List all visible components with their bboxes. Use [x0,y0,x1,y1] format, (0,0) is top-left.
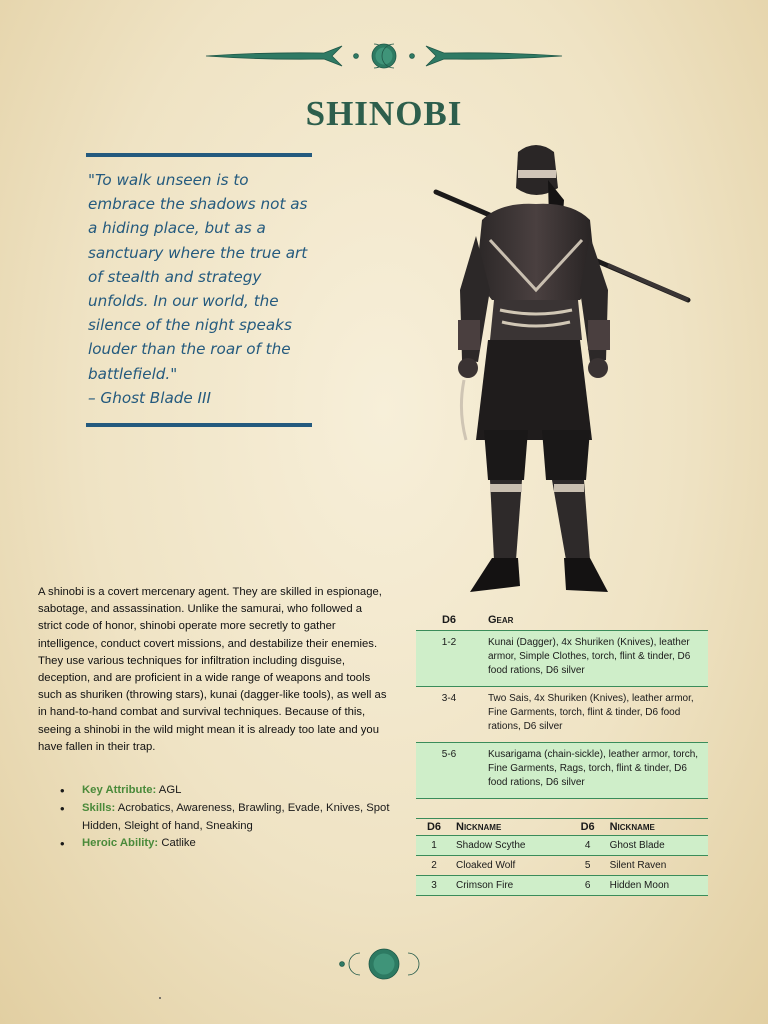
attribute-value: Catlike [161,837,196,850]
shinobi-warrior-illustration [430,140,692,602]
nickname-roll: 1 [416,836,452,856]
nickname-header-name: Nickname [452,819,570,836]
nickname-table-header [416,819,708,836]
spear-moon-ornament-icon [204,36,564,76]
nickname-value: Crimson Fire [452,876,570,896]
nickname-value: Ghost Blade [606,836,708,856]
page-title: SHINOBI [305,94,463,133]
top-ornament [0,36,768,76]
quote-text: "To walk unseen is to embrace the shadows not as a hiding place, but as a sanctuary where the true art of stealth and strategy unfolds. In our world, the silence of the night speaks louder than the roar of the battlefield." [88,171,308,383]
attribute-skills [60,800,390,836]
gear-table-header [416,610,708,631]
nickname-value: Silent Raven [606,856,708,876]
nickname-value: Cloaked Wolf [452,856,570,876]
quote-bottom-rule [86,423,312,427]
gear-roll: 1-2 [416,631,482,687]
gear-roll: 3-4 [416,687,482,743]
nickname-value: Shadow Scythe [452,836,570,856]
attribute-value: AGL [158,784,182,796]
attribute-label: Key Attribute: [82,784,157,796]
gear-roll: 5-6 [416,743,482,799]
gear-table [416,610,708,799]
attribute-heroic-ability [60,835,390,853]
gear-row [416,631,708,687]
nickname-row [416,836,708,856]
quote-attribution: – Ghost Blade III [88,388,211,407]
paper-speck [159,997,161,999]
attribute-list [60,782,390,853]
gear-items: Kusarigama (chain-sickle), leather armor, torch, Fine Garments, Rags, torch, flint & tinder, D6 food rations, D6 silver [482,743,708,799]
nickname-row [416,856,708,876]
nickname-roll: 6 [570,876,606,896]
gear-header-roll: D6 [441,614,457,626]
attribute-label: Heroic Ability: [82,837,159,850]
nickname-roll: 3 [416,876,452,896]
attribute-label: Skills: [82,801,116,814]
bottom-ornament [0,944,768,984]
nickname-roll: 4 [570,836,606,856]
quote-block [88,168,318,410]
attribute-key [60,782,390,800]
gear-items: Two Sais, 4x Shuriken (Knives), leather armor, Fine Garments, torch, flint & tinder, D6 food rations, D6 silver [482,687,708,743]
gear-row [416,743,708,799]
gear-items: Kunai (Dagger), 4x Shuriken (Knives), leather armor, Simple Clothes, torch, flint & tinder, D6 food rations, D6 silver [482,631,708,687]
nickname-roll: 2 [416,856,452,876]
gear-row [416,687,708,743]
nickname-roll: 5 [570,856,606,876]
gear-header-gear: Gear [488,614,514,626]
quote-top-rule [86,153,312,157]
moon-orb-ornament-icon [324,944,444,984]
description: A shinobi is a covert mercenary agent. They are skilled in espionage, sabotage, and assassination. Unlike the samurai, who followed a strict code of honor, shinobi operate more secretly to gather intelligence, conduct covert missions, and destabilize their enemies. They use various techniques for infiltration including disguise, deception, and are proficient in a wide range of weapons and tools such as shuriken (throwing stars), kunai (dagger-like tools), as well as in hand-to-hand combat and survival techniques. Because of this, seeing a shinobi in the wild might mean it is already too late and you have fallen in their trap. [38,586,387,753]
nickname-table [416,818,708,896]
attribute-value: Acrobatics, Awareness, Brawling, Evade, Knives, Spot Hidden, Sleight of hand, Sneaking [82,801,390,832]
nickname-row [416,876,708,896]
nickname-value: Hidden Moon [606,876,708,896]
nickname-header-roll: D6 [416,819,452,836]
nickname-header-roll: D6 [570,819,606,836]
nickname-header-name: Nickname [606,819,708,836]
